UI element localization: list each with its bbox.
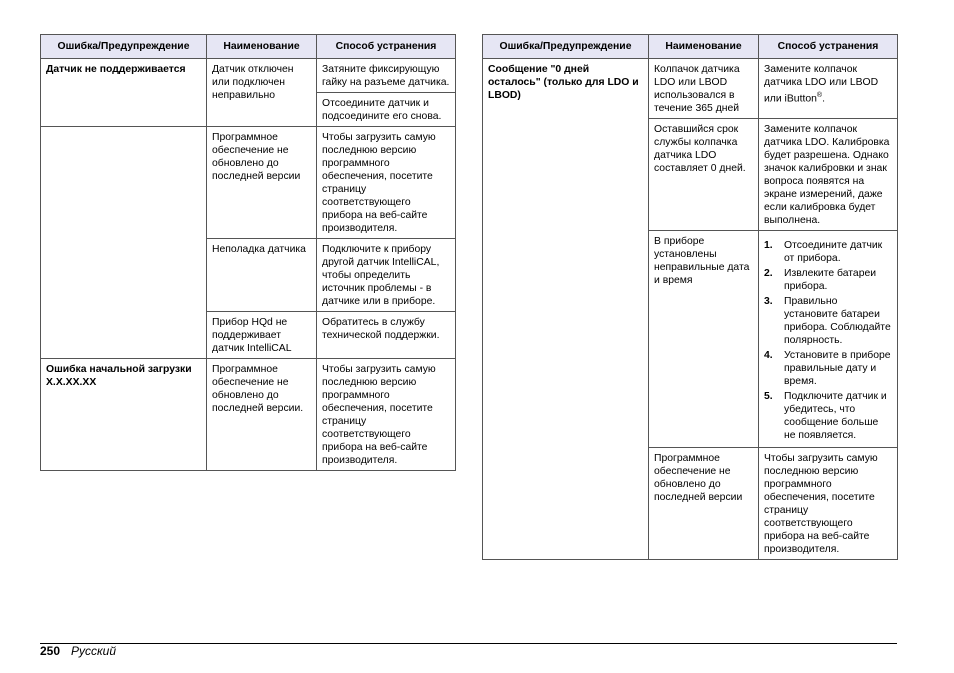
step-item: Правильно установите батареи прибора. Соблюдайте полярность. bbox=[784, 296, 891, 346]
error-cell-continued bbox=[41, 127, 207, 359]
troubleshooting-table-left bbox=[40, 34, 456, 471]
name-cell: Программное обеспечение не обновлено до последней версии bbox=[207, 127, 317, 239]
solution-text: Замените колпачок датчика LDO или LBOD или iButton bbox=[764, 64, 879, 105]
solution-cell: Отсоедините датчик и подсоедините его снова. bbox=[317, 93, 456, 127]
header-name: Наименование bbox=[649, 35, 759, 59]
step-item: Установите в приборе правильные дату и время. bbox=[784, 350, 891, 387]
error-cell: Сообщение "0 дней осталось" (только для LDO и LBOD) bbox=[483, 59, 649, 560]
footer-divider bbox=[40, 643, 897, 644]
header-error: Ошибка/Предупреждение bbox=[41, 35, 207, 59]
solution-cell: Подключите к прибору другой датчик IntelliCAL, чтобы определить источник проблемы - в датчике или в приборе. bbox=[317, 239, 456, 312]
solution-cell: Обратитесь в службу технической поддержки. bbox=[317, 312, 456, 359]
name-cell: Колпачок датчика LDO или LBOD использовался в течение 365 дней bbox=[649, 59, 759, 119]
solution-cell: Замените колпачок датчика LDO. Калибровка будет разрешена. Однако значок калибровки и знак вопроса появятся на экране измерений, даже если калибровка будет выполнена. bbox=[759, 119, 898, 231]
table-row bbox=[41, 59, 456, 93]
name-cell: Прибор HQd не поддерживает датчик IntelliCAL bbox=[207, 312, 317, 359]
table-row bbox=[41, 359, 456, 471]
name-cell: Оставшийся срок службы колпачка датчика LDO составляет 0 дней. bbox=[649, 119, 759, 231]
header-name: Наименование bbox=[207, 35, 317, 59]
error-cell: Датчик не поддерживается bbox=[41, 59, 207, 127]
table-row bbox=[41, 127, 456, 239]
name-cell: В приборе установлены неправильные дата и время bbox=[649, 231, 759, 448]
steps-list bbox=[764, 239, 892, 442]
solution-cell: Чтобы загрузить самую последнюю версию программного обеспечения, посетите страницу соответствующего прибора на веб-сайте производителя. bbox=[759, 448, 898, 560]
table-header-row bbox=[483, 35, 898, 59]
error-cell: Ошибка начальной загрузки X.X.XX.XX bbox=[41, 359, 207, 471]
solution-cell: Чтобы загрузить самую последнюю версию программного обеспечения, посетите страницу соответствующего прибора на веб-сайте производителя. bbox=[317, 359, 456, 471]
header-solution: Способ устранения bbox=[317, 35, 456, 59]
header-solution: Способ устранения bbox=[759, 35, 898, 59]
solution-end: . bbox=[822, 93, 825, 105]
name-cell: Программное обеспечение не обновлено до последней версии. bbox=[207, 359, 317, 471]
header-error: Ошибка/Предупреждение bbox=[483, 35, 649, 59]
name-cell: Неполадка датчика bbox=[207, 239, 317, 312]
solution-cell: Затяните фиксирующую гайку на разъеме датчика. bbox=[317, 59, 456, 93]
registered-mark: ® bbox=[816, 92, 823, 99]
page-language: Русский bbox=[71, 644, 117, 658]
troubleshooting-table-right bbox=[482, 34, 898, 560]
solution-cell bbox=[759, 59, 898, 119]
solution-cell bbox=[759, 231, 898, 448]
solution-cell: Чтобы загрузить самую последнюю версию программного обеспечения, посетите страницу соответствующего прибора на веб-сайте производителя. bbox=[317, 127, 456, 239]
name-cell: Программное обеспечение не обновлено до последней версии bbox=[649, 448, 759, 560]
step-item: Отсоедините датчик от прибора. bbox=[784, 240, 883, 264]
page-number: 250 bbox=[40, 644, 61, 658]
step-item: Подключите датчик и убедитесь, что сообщение больше не появляется. bbox=[784, 391, 887, 441]
name-cell: Датчик отключен или подключен неправильно bbox=[207, 59, 317, 127]
table-header-row bbox=[41, 35, 456, 59]
table-row bbox=[483, 59, 898, 119]
step-item: Извлеките батареи прибора. bbox=[784, 268, 877, 292]
